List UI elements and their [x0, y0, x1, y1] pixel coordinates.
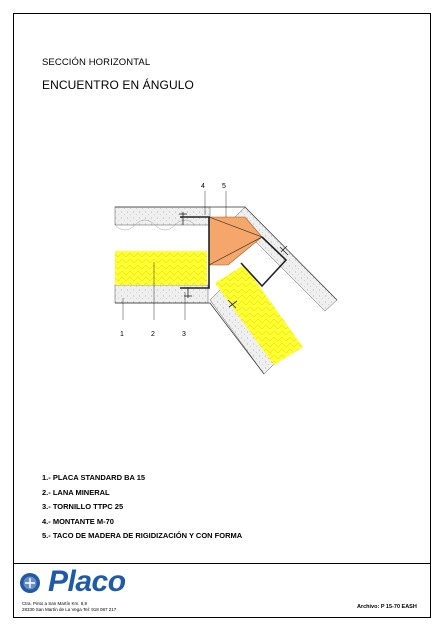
legend-item: 1.- PLACA STANDARD BA 15 — [42, 473, 146, 482]
legend-item: 2.- LANA MINERAL — [42, 487, 110, 497]
callout-2: 2 — [151, 331, 155, 338]
placo-logo-icon — [19, 572, 41, 594]
callout-5: 5 — [222, 183, 226, 190]
board-top-horizontal — [115, 207, 210, 225]
callout-4: 4 — [201, 183, 205, 190]
legend-list — [42, 471, 242, 544]
legend-item: 5.- TACO DE MADERA DE RIGIDIZACIÓN Y CON FORMA — [42, 531, 243, 540]
address-line: Ctra. Pinto a San Martín Km. 8,9 — [22, 601, 88, 606]
brand-logo-text: Placo — [48, 565, 126, 598]
file-reference: Archivo: P 15-70 EASH — [357, 604, 417, 610]
drawing-title: ENCUENTRO EN ÁNGULO — [42, 78, 194, 92]
legend-item: 4.- MONTANTE M-70 — [42, 516, 114, 526]
callout-1: 1 — [120, 331, 124, 338]
callout-3: 3 — [182, 331, 186, 338]
company-address — [22, 601, 116, 612]
section-label: SECCIÓN HORIZONTAL — [42, 57, 151, 68]
legend-item: 3.- TORNILLO TTPC 25 — [42, 502, 124, 511]
address-line: 28330 San Martín de La Vega Tel: 918 087 217 — [22, 606, 117, 612]
